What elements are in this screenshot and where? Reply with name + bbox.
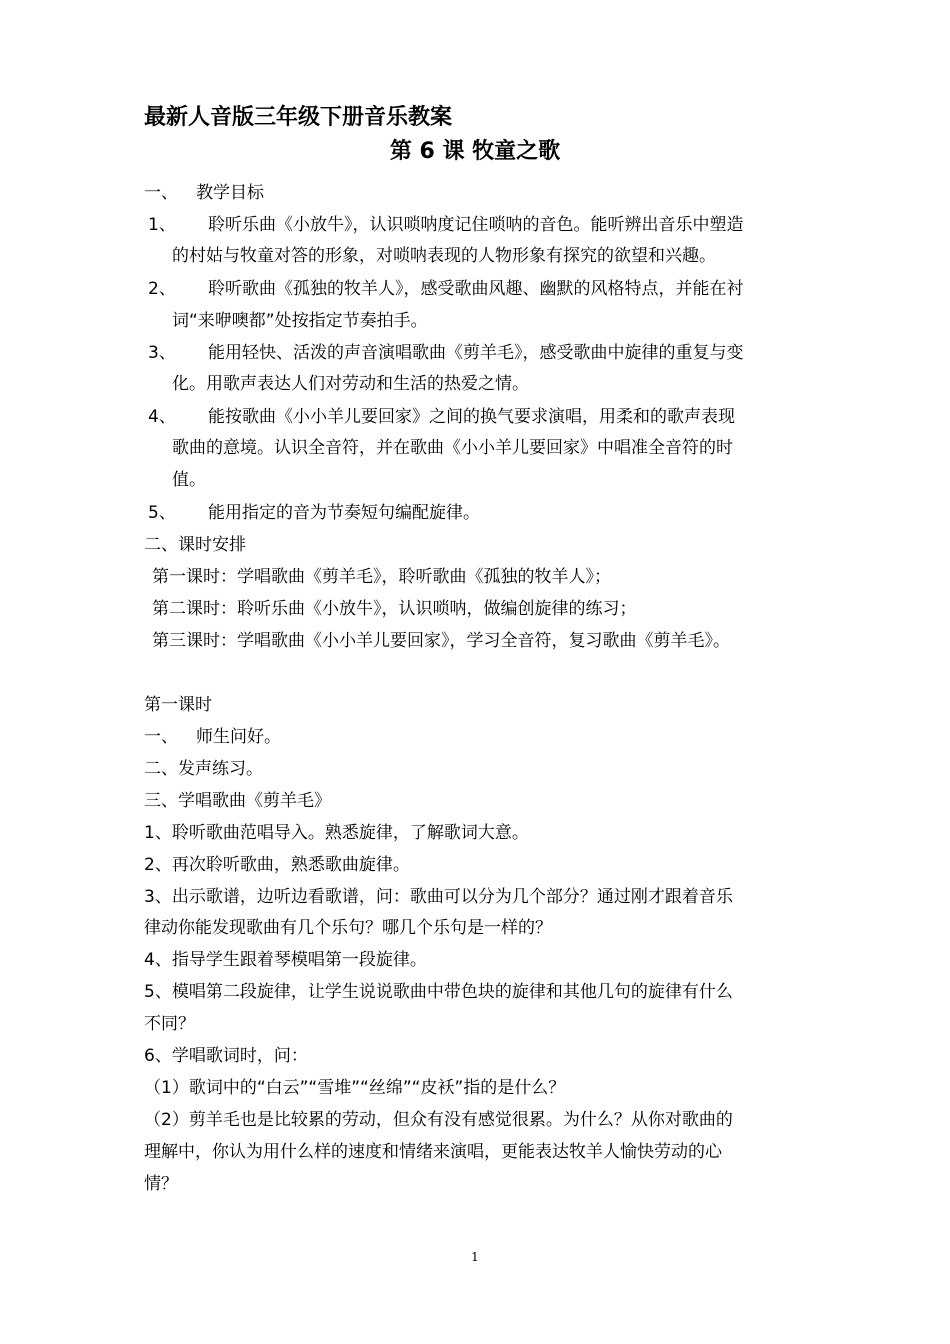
section-heading-schedule: 二、课时安排 xyxy=(144,535,246,555)
goal-number: 1、 xyxy=(148,215,176,235)
goal-item-1-cont: 的村姑与牧童对答的形象，对唢呐表现的人物形象有探究的欲望和兴趣。 xyxy=(172,246,716,266)
list-item: 3、出示歌谱，边听边看歌谱，问：歌曲可以分为几个部分？通过刚才跟着音乐 xyxy=(144,887,733,907)
list-item: 不同？ xyxy=(144,1014,195,1034)
lesson-title: 第 6 课 牧童之歌 xyxy=(389,139,561,164)
section-number: 一、 xyxy=(144,183,178,203)
goal-text: 能用指定的音为节奏短句编配旋律。 xyxy=(208,503,480,523)
page-number: 1 xyxy=(471,1250,479,1264)
step-learn-song: 三、学唱歌曲《剪羊毛》 xyxy=(144,791,331,811)
goal-number: 5、 xyxy=(148,503,176,523)
list-item: （1）歌词中的“白云”“雪堆”“丝绵”“皮袄”指的是什么？ xyxy=(144,1078,566,1098)
schedule-item-3: 第三课时：学唱歌曲《小小羊儿要回家》，学习全音符，复习歌曲《剪羊毛》。 xyxy=(152,631,730,651)
goal-item-4 xyxy=(148,406,735,428)
lesson-heading: 第一课时 xyxy=(144,695,212,715)
step-greeting xyxy=(144,726,281,748)
goal-item-4-cont2: 值。 xyxy=(172,470,206,490)
goal-item-5 xyxy=(148,502,480,524)
section-heading-goals xyxy=(144,182,264,204)
goal-item-1 xyxy=(148,214,744,236)
goal-text: 聆听乐曲《小放牛》，认识唢呐度记住唢呐的音色。能听辨出音乐中塑造 xyxy=(208,215,744,235)
step-text: 师生问好。 xyxy=(196,727,281,747)
schedule-item-1: 第一课时：学唱歌曲《剪羊毛》，聆听歌曲《孤独的牧羊人》； xyxy=(152,567,611,587)
list-item: 5、模唱第二段旋律，让学生说说歌曲中带色块的旋律和其他几句的旋律有什么 xyxy=(144,982,733,1002)
list-item: （2）剪羊毛也是比较累的劳动，但众有没有感觉很累。为什么？从你对歌曲的 xyxy=(144,1110,733,1130)
goal-item-3-cont: 化。用歌声表达人们对劳动和生活的热爱之情。 xyxy=(172,374,529,394)
goal-number: 2、 xyxy=(148,279,176,299)
goal-item-4-cont: 歌曲的意境。认识全音符，并在歌曲《小小羊儿要回家》中唱准全音符的时 xyxy=(172,438,733,458)
list-item: 律动你能发现歌曲有几个乐句？哪几个乐句是一样的？ xyxy=(144,918,552,938)
step-vocal-warmup: 二、发声练习。 xyxy=(144,759,263,779)
step-number: 一、 xyxy=(144,727,178,747)
list-item: 2、再次聆听歌曲，熟悉歌曲旋律。 xyxy=(144,855,410,875)
goal-text: 能用轻快、活泼的声音演唱歌曲《剪羊毛》，感受歌曲中旋律的重复与变 xyxy=(208,343,744,363)
goal-number: 3、 xyxy=(148,343,176,363)
schedule-item-2: 第二课时：聆听乐曲《小放牛》，认识唢呐，做编创旋律的练习； xyxy=(152,599,637,619)
goal-text: 聆听歌曲《孤独的牧羊人》，感受歌曲风趣、幽默的风格特点，并能在衬 xyxy=(208,279,744,299)
document-title: 最新人音版三年级下册音乐教案 xyxy=(144,105,453,130)
goal-number: 4、 xyxy=(148,407,176,427)
list-item: 理解中，你认为用什么样的速度和情绪来演唱，更能表达牧羊人愉快劳动的心 xyxy=(144,1142,722,1162)
list-item: 情？ xyxy=(144,1174,178,1194)
list-item: 6、学唱歌词时，问： xyxy=(144,1046,308,1066)
section-title: 教学目标 xyxy=(196,183,264,203)
goal-item-2-cont: 词“来咿噢都”处按指定节奏拍手。 xyxy=(172,311,428,331)
goal-item-2 xyxy=(148,278,744,300)
list-item: 4、指导学生跟着琴模唱第一段旋律。 xyxy=(144,950,427,970)
list-item: 1、聆听歌曲范唱导入。熟悉旋律，了解歌词大意。 xyxy=(144,823,529,843)
goal-item-3 xyxy=(148,342,744,364)
goal-text: 能按歌曲《小小羊儿要回家》之间的换气要求演唱，用柔和的歌声表现 xyxy=(208,407,735,427)
